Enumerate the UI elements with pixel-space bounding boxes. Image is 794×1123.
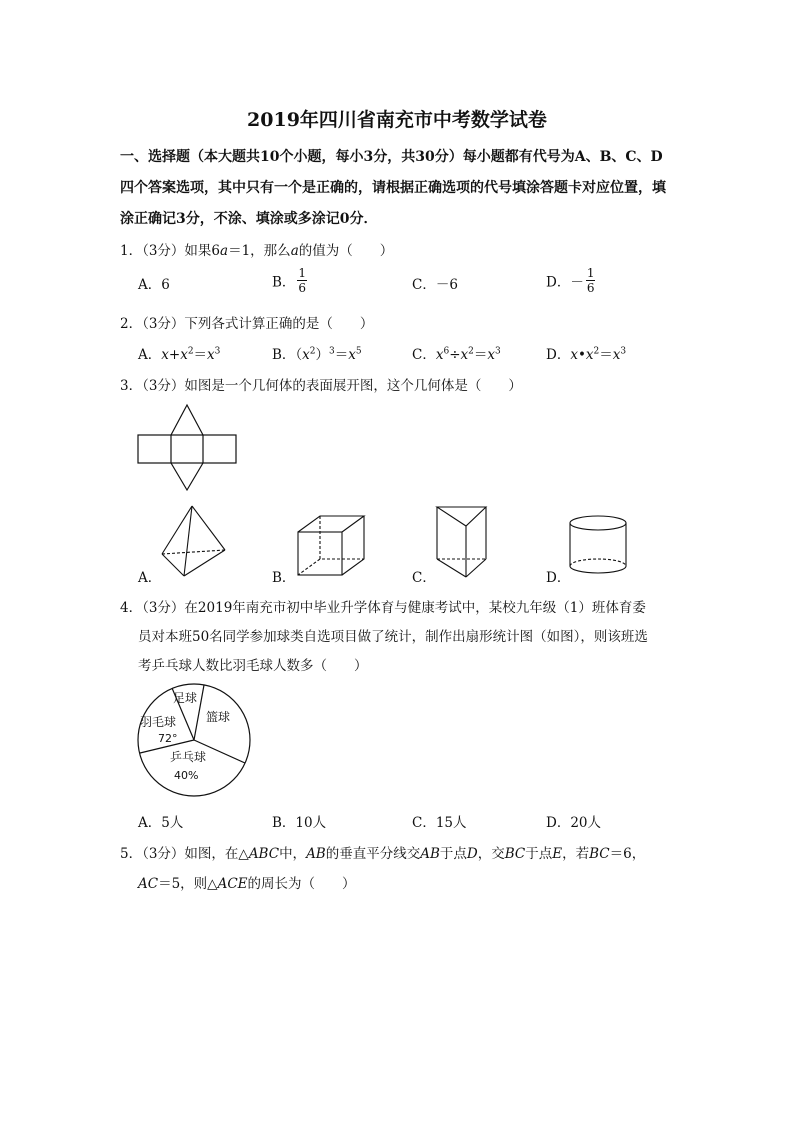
section-instructions-line-1: 一、选择题（本大题共10个小题，每小3分，共30分）每小题都有代号为A、B、C、D: [120, 149, 663, 165]
pie-label-pingpong-percent: 40%: [174, 769, 199, 782]
question-1-option-a: A．6: [138, 277, 170, 293]
question-2-option-d: D．$x•x^2=x^3$: [546, 346, 627, 363]
triangular-prism-figure: [430, 502, 500, 582]
question-4-option-d: D．20人: [546, 815, 602, 831]
page-title: 2019年四川省南充市中考数学试卷: [247, 109, 547, 131]
section-instructions-line-3: 涂正确记3分，不涂、填涂或多涂记0分．: [120, 211, 378, 227]
net-diagram: [130, 400, 250, 496]
cube-figure: [292, 510, 372, 580]
fraction-one-sixth: $\frac{1}{6}$: [298, 266, 307, 295]
question-5-stem-line-2: AC＝5，则△ACE的周长为（ ）: [138, 876, 356, 892]
question-5-stem-line-1: 5．（3分）如图，在△ABC中，AB的垂直平分线交AB于点D，交BC于点E，若BC＝6，: [120, 846, 646, 862]
question-1-option-b: B． $\frac{1}{6}$: [272, 266, 307, 295]
tetrahedron-figure: [155, 502, 235, 582]
question-4-stem-line-2: 员对本班50名同学参加球类自选项目做了统计，制作出扇形统计图（如图），则该班选: [138, 629, 648, 645]
question-4-option-c: C．15人: [412, 815, 467, 831]
pie-label-pingpong: 乒乓球: [170, 750, 207, 764]
question-3-stem: 3．（3分）如图是一个几何体的表面展开图，这个几何体是（ ）: [120, 378, 522, 394]
question-3-option-c: C．: [412, 570, 436, 586]
question-4-option-a: A．5人: [138, 815, 184, 831]
pie-chart: [132, 680, 258, 802]
question-4-stem-line-1: 4．（3分）在2019年南充市初中毕业升学体育与健康考试中，某校九年级（1）班体育委: [120, 600, 646, 616]
question-2-stem: 2．（3分）下列各式计算正确的是（ ）: [120, 316, 374, 332]
fraction-one-sixth: $\frac{1}{6}$: [586, 266, 595, 295]
question-1-option-c: C．－6: [412, 277, 458, 293]
question-4-option-b: B．10人: [272, 815, 327, 831]
question-3-option-a: A．: [138, 570, 162, 586]
pie-label-badminton-angle: 72°: [158, 732, 178, 745]
question-2-option-c: C．$x^6\div x^2=x^3$: [412, 346, 501, 363]
net-rectangle: [138, 435, 236, 463]
question-3-option-b: B．: [272, 570, 296, 586]
net-top-triangle: [171, 405, 203, 435]
section-instructions-line-2: 四个答案选项，其中只有一个是正确的，请根据正确选项的代号填涂答题卡对应位置，填: [120, 180, 666, 196]
question-4-stem-line-3: 考乒乓球人数比羽毛球人数多（ ）: [138, 658, 368, 674]
question-1-option-d: D．－ $\frac{1}{6}$: [546, 266, 595, 295]
pie-label-badminton: 羽毛球: [140, 715, 177, 729]
cylinder-figure: [564, 512, 634, 580]
question-3-option-d: D．: [546, 570, 571, 586]
question-1-stem: 1．（3分）如果6a＝1，那么a的值为（ ）: [120, 243, 394, 259]
question-2-option-a: A．$x+x^2=x^3$: [138, 346, 221, 363]
net-bottom-triangle: [171, 463, 203, 490]
pie-label-basketball: 篮球: [206, 710, 231, 724]
pie-label-football: 足球: [173, 691, 198, 705]
question-2-option-b: B．$(x^2)^3=x^5$: [272, 346, 362, 363]
